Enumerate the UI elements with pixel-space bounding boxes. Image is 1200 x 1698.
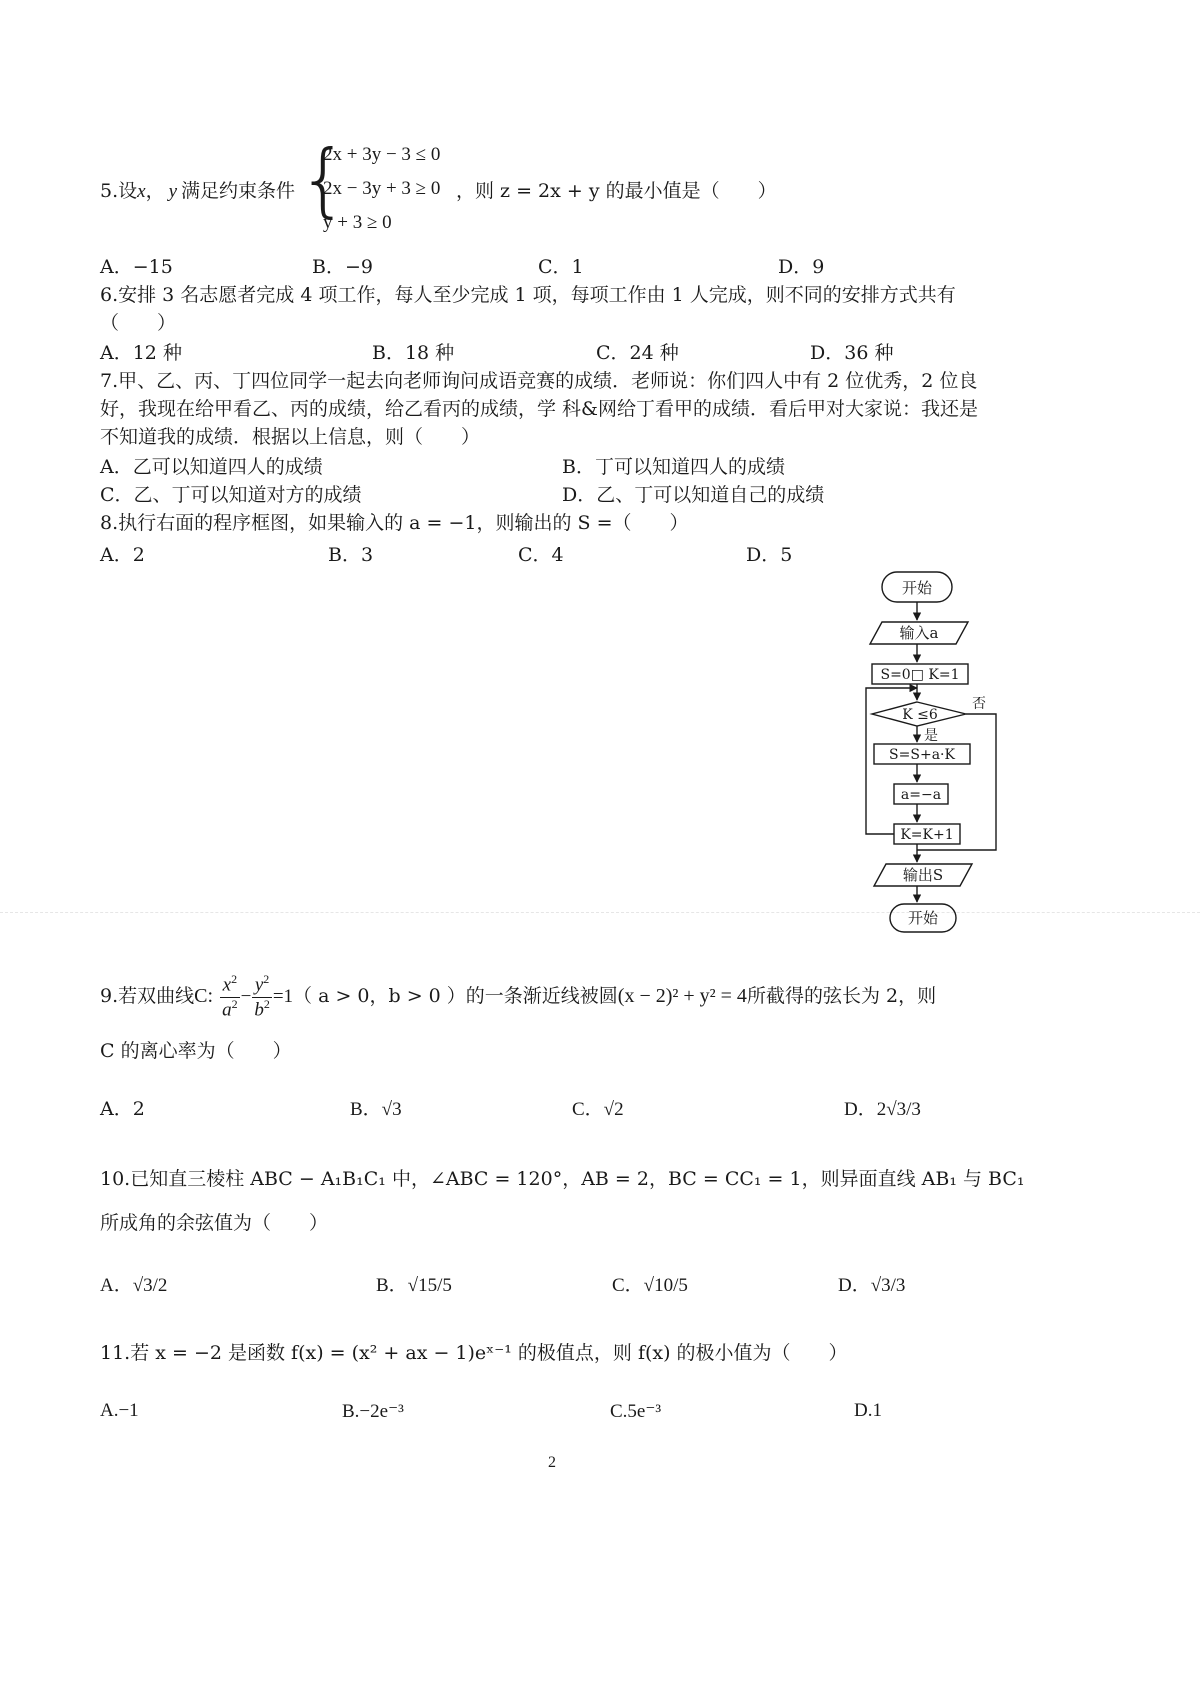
flowchart-cond-label: K ≤6 xyxy=(902,707,938,723)
q7-option-b: B．丁可以知道四人的成绩 xyxy=(562,456,785,478)
q10-option-d: D．√3/3 xyxy=(838,1275,906,1296)
flowchart-step1-label: S=S+a·K xyxy=(889,747,955,763)
q7-stem-line1: 7.甲、乙、丙、丁四位同学一起去向老师询问成语竞赛的成绩．老师说：你们四人中有 2 位优秀，2 位良 xyxy=(100,370,978,392)
q6-stem-line2: （ ） xyxy=(100,312,177,334)
q10-stem-line1: 10.已知直三棱柱 ABC − A₁B₁C₁ 中，∠ABC = 120°，AB = 2，BC = CC₁ = 1，则异面直线 AB₁ 与 BC₁ xyxy=(100,1168,1025,1190)
q5-option-b: B．−9 xyxy=(312,256,373,278)
flowchart-output-label: 输出S xyxy=(902,866,944,884)
q5-option-c: C．1 xyxy=(538,256,584,278)
q8-option-a: A．2 xyxy=(100,544,145,566)
q6-option-d: D．36 种 xyxy=(810,342,894,364)
q9-option-b: B．√3 xyxy=(350,1099,402,1120)
q9-option-d: D．2√3/3 xyxy=(844,1099,921,1120)
q10-option-c: C．√10/5 xyxy=(612,1275,688,1296)
flowchart-step2-label: a=−a xyxy=(900,787,942,803)
q6-option-b: B．18 种 xyxy=(372,342,455,364)
q10-stem-line2: 所成角的余弦值为（ ） xyxy=(100,1212,329,1234)
q7-option-a: A．乙可以知道四人的成绩 xyxy=(100,456,323,478)
q5-stem-lead: 5.设x， y 满足约束条件 xyxy=(100,180,296,202)
q8-option-b: B．3 xyxy=(328,544,374,566)
flowchart-input-label: 输入a xyxy=(899,624,939,642)
q8-stem: 8.执行右面的程序框图，如果输入的 a = −1，则输出的 S =（ ） xyxy=(100,512,689,534)
flowchart-yes-label: 是 xyxy=(924,728,938,744)
divider-line xyxy=(0,912,1200,913)
q9-option-c: C．√2 xyxy=(572,1099,624,1120)
q9-option-a: A．2 xyxy=(100,1098,145,1120)
q6-stem-line1: 6.安排 3 名志愿者完成 4 项工作，每人至少完成 1 项，每项工作由 1 人完成，则不同的安排方式共有 xyxy=(100,284,956,306)
q11-option-c: C.5e⁻³ xyxy=(610,1401,662,1422)
q9-stem-line2: C 的离心率为（ ） xyxy=(100,1040,292,1062)
q9-frac-x: $\frac{x^2}{a^2}$ xyxy=(219,973,241,1020)
flowchart-step3-label: K=K+1 xyxy=(900,827,954,843)
q6-option-a: A．12 种 xyxy=(100,342,182,364)
q7-stem-line2: 好，我现在给甲看乙、丙的成绩，给乙看丙的成绩，学 科&网给丁看甲的成绩．看后甲对大家说：我还是 xyxy=(100,398,978,420)
q9-stem-line1: 9.若双曲线C: $\frac{x^2}{a^2}$ − $\frac{y^2}{b^2}$ =1（ a > 0，b > 0 ）的一条渐近线被圆(x − 2)² + y² = 4所截得的弦长为 2，则 xyxy=(100,972,937,1020)
q11-option-a: A.−1 xyxy=(100,1400,139,1421)
page-number: 2 xyxy=(548,1454,556,1471)
q6-option-c: C．24 种 xyxy=(596,342,679,364)
q10-option-a: A．√3/2 xyxy=(100,1275,168,1296)
flowchart-end-label: 开始 xyxy=(907,909,939,927)
q11-option-d: D.1 xyxy=(854,1400,882,1421)
q8-option-d: D．5 xyxy=(746,544,793,566)
q7-option-d: D．乙、丁可以知道自己的成绩 xyxy=(562,484,825,506)
q5-constraint-1: 2x + 3y − 3 ≤ 0 xyxy=(323,144,441,165)
program-flowchart xyxy=(860,568,1010,940)
q9-frac-y: $\frac{y^2}{b^2}$ xyxy=(251,973,273,1020)
q5-constraint-3: y + 3 ≥ 0 xyxy=(323,212,392,233)
q5-option-a: A．−15 xyxy=(100,256,173,278)
q5-constraint-2: 2x − 3y + 3 ≥ 0 xyxy=(323,178,441,199)
q7-option-c: C．乙、丁可以知道对方的成绩 xyxy=(100,484,362,506)
flowchart-start-label: 开始 xyxy=(901,579,933,597)
q11-option-b: B.−2e⁻³ xyxy=(342,1401,404,1422)
q8-option-c: C．4 xyxy=(518,544,564,566)
brace-icon: { xyxy=(298,133,349,226)
q10-option-b: B．√15/5 xyxy=(376,1275,452,1296)
q7-stem-line3: 不知道我的成绩．根据以上信息，则（ ） xyxy=(100,426,481,448)
flowchart-no-label: 否 xyxy=(972,696,986,712)
q5-option-d: D．9 xyxy=(778,256,825,278)
q11-stem: 11.若 x = −2 是函数 f(x) = (x² + ax − 1)eˣ⁻¹ 的极值点，则 f(x) 的极小值为（ ） xyxy=(100,1342,848,1364)
q5-stem-tail: ，则 z = 2x + y 的最小值是（ ） xyxy=(456,180,777,202)
flowchart-init-label: S=0□ K=1 xyxy=(880,667,960,683)
